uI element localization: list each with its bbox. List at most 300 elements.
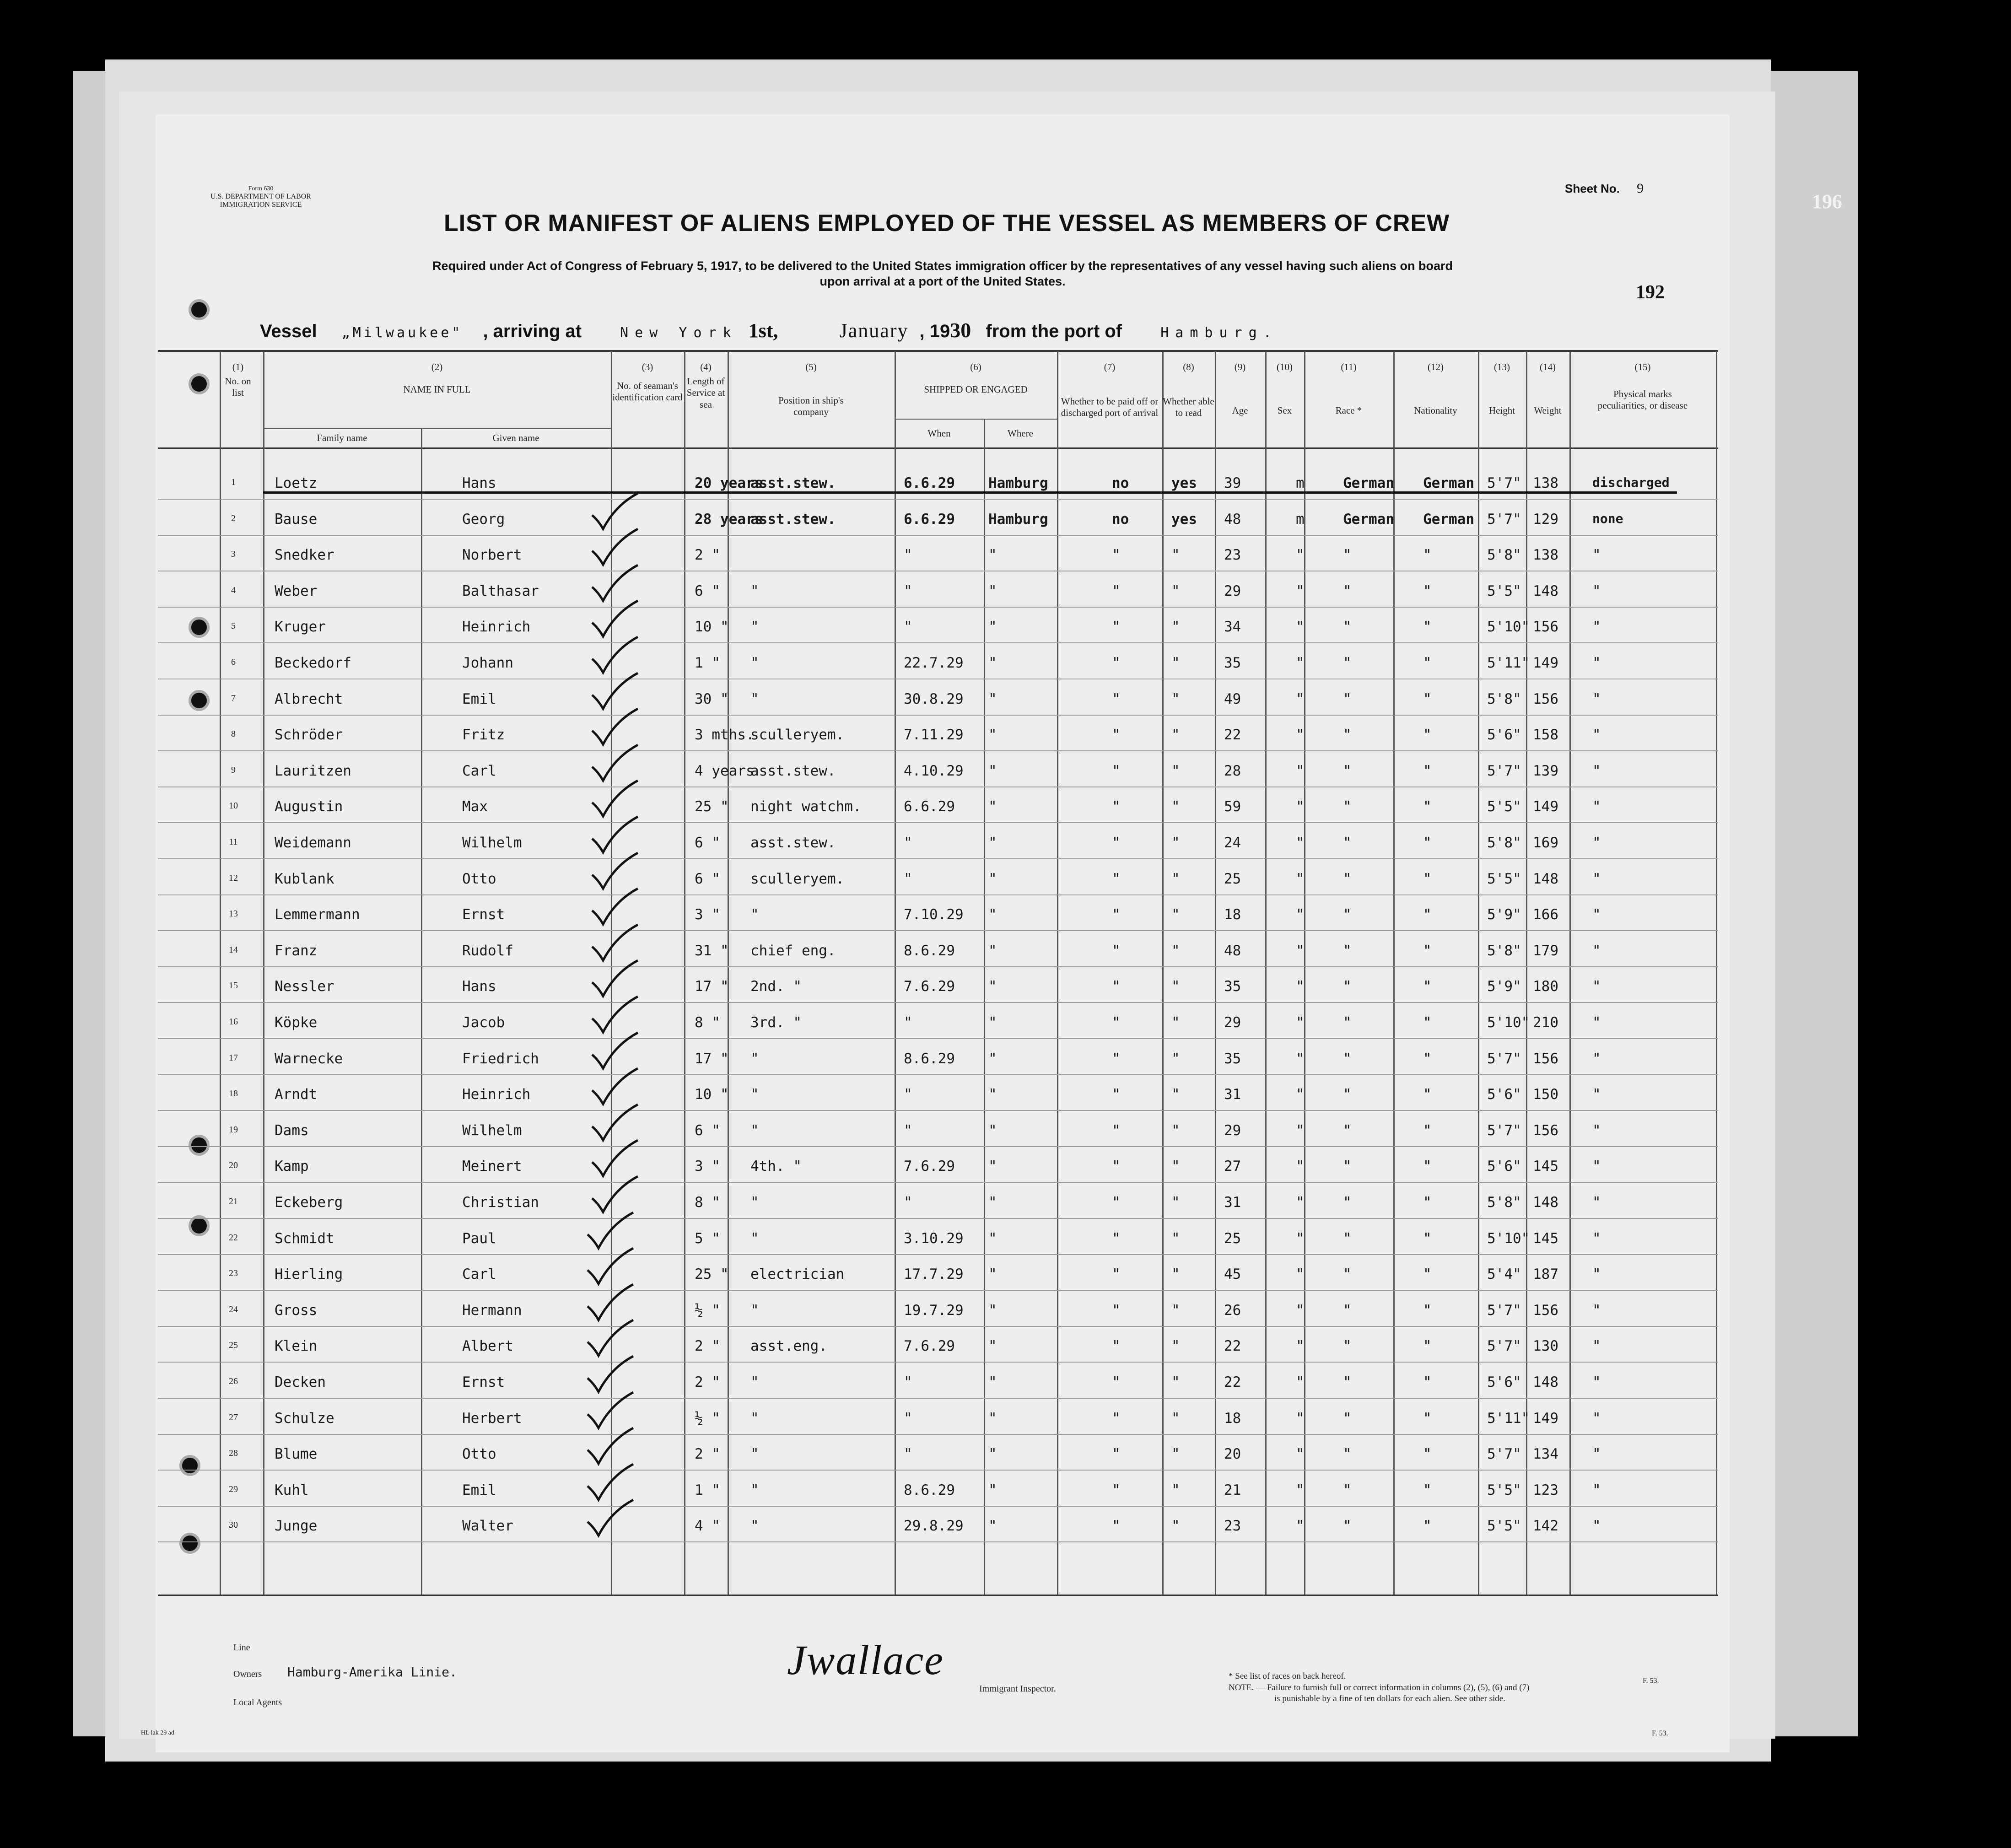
cell-race: ": [1343, 690, 1352, 707]
cell-where: ": [988, 1518, 997, 1535]
checkmark-icon: [590, 1175, 641, 1216]
row-number: 6: [231, 657, 236, 667]
cell-given: Otto: [462, 1446, 496, 1463]
cell-marks: ": [1592, 1086, 1601, 1103]
cell-race: ": [1343, 1122, 1352, 1139]
cell-family: Kruger: [275, 619, 326, 636]
cell-height: 5'8": [1487, 1194, 1521, 1211]
cell-position: 2nd. ": [750, 978, 802, 995]
cell-service: 8 ": [695, 1194, 720, 1211]
cell-when: 17.7.29: [904, 1266, 964, 1283]
row-number: 10: [229, 801, 238, 811]
cell-marks: ": [1592, 1518, 1601, 1535]
cell-family: Snedker: [275, 547, 334, 564]
cell-weight: 149: [1533, 1410, 1558, 1427]
cell-when: ": [904, 619, 912, 636]
cell-weight: 166: [1533, 906, 1558, 923]
cell-service: 3 mths.: [695, 727, 755, 744]
form-header: Form 630 U.S. DEPARTMENT OF LABOR IMMIGRATION SERVICE: [210, 185, 311, 209]
cell-sex: ": [1296, 1158, 1305, 1175]
arrival-port: New York: [620, 325, 738, 341]
cell-height: 5'8": [1487, 835, 1521, 851]
row-rule: [158, 1182, 1718, 1183]
cell-position: asst.stew.: [750, 762, 836, 779]
cell-weight: 210: [1533, 1014, 1558, 1031]
cell-nat: ": [1423, 942, 1432, 959]
cell-service: 2 ": [695, 1374, 720, 1390]
cell-race: German: [1343, 511, 1394, 528]
cell-nat: ": [1423, 1050, 1432, 1067]
cell-height: 5'9": [1487, 978, 1521, 995]
shipped-subrule: [895, 419, 1057, 420]
cell-family: Schulze: [275, 1410, 334, 1427]
cell-when: 8.6.29: [904, 1482, 955, 1498]
cell-where: ": [988, 1410, 997, 1427]
cell-position: ": [750, 1302, 759, 1319]
cell-when: ": [904, 1014, 912, 1031]
cell-where: ": [988, 1266, 997, 1283]
cell-family: Kuhl: [275, 1482, 309, 1498]
checkmark-icon: [590, 743, 641, 784]
cell-family: Nessler: [275, 978, 334, 995]
cell-when: 6.6.29: [904, 798, 955, 815]
row-rule: [158, 535, 1718, 536]
cell-service: 6 ": [695, 1122, 720, 1139]
col-3-header: (3) No. of seaman's identification card: [612, 361, 683, 403]
row-rule: [158, 1541, 1718, 1542]
cell-age: 31: [1224, 1086, 1241, 1103]
checkmark-icon: [586, 1282, 636, 1324]
cell-race: ": [1343, 906, 1352, 923]
column-rule: [984, 419, 985, 1595]
cell-where: ": [988, 1050, 997, 1067]
row-rule: [158, 1002, 1718, 1003]
cell-height: 5'5": [1487, 582, 1521, 599]
cell-when: 6.6.29: [904, 511, 955, 528]
cell-nat: ": [1423, 582, 1432, 599]
cell-weight: 134: [1533, 1446, 1558, 1463]
cell-family: Loetz: [275, 475, 318, 491]
cell-read: ": [1171, 547, 1180, 564]
cell-family: Kamp: [275, 1158, 309, 1175]
sheet-number: Sheet No. 9: [1565, 181, 1644, 196]
cell-race: ": [1343, 942, 1352, 959]
cell-position: ": [750, 1194, 759, 1211]
punch-hole: [189, 299, 210, 320]
cell-paid: ": [1112, 619, 1121, 636]
col-6a-header: When: [927, 428, 951, 439]
cell-paid: no: [1112, 475, 1129, 491]
cell-age: 23: [1224, 1518, 1241, 1535]
cell-sex: ": [1296, 619, 1305, 636]
cell-when: 7.6.29: [904, 1338, 955, 1355]
cell-race: ": [1343, 1482, 1352, 1498]
cell-height: 5'9": [1487, 906, 1521, 923]
cell-position: ": [750, 1374, 759, 1390]
cell-service: ½ ": [695, 1302, 720, 1319]
cell-sex: ": [1296, 835, 1305, 851]
cell-when: 7.6.29: [904, 1158, 955, 1175]
cell-marks: ": [1592, 690, 1601, 707]
cell-marks: ": [1592, 655, 1601, 671]
cell-race: ": [1343, 655, 1352, 671]
cell-where: ": [988, 655, 997, 671]
cell-family: Albrecht: [275, 690, 343, 707]
cell-position: asst.eng.: [750, 1338, 827, 1355]
cell-when: ": [904, 582, 912, 599]
cell-position: ": [750, 1410, 759, 1427]
cell-service: 1 ": [695, 1482, 720, 1498]
cell-marks: ": [1592, 835, 1601, 851]
cell-weight: 123: [1533, 1482, 1558, 1498]
row-rule: [158, 1326, 1718, 1327]
cell-when: ": [904, 547, 912, 564]
owners-label: Owners: [233, 1669, 262, 1679]
cell-read: ": [1171, 1158, 1180, 1175]
checkmark-icon: [590, 563, 641, 604]
cell-given: Herbert: [462, 1410, 522, 1427]
cell-weight: 145: [1533, 1158, 1558, 1175]
cell-sex: ": [1296, 1230, 1305, 1247]
cell-age: 31: [1224, 1194, 1241, 1211]
row-rule: [158, 1074, 1718, 1075]
row-number: 2: [231, 513, 236, 523]
column-rule: [684, 351, 685, 1595]
row-number: 17: [229, 1052, 238, 1063]
cell-where: ": [988, 690, 997, 707]
cell-paid: ": [1112, 1302, 1121, 1319]
checkmark-icon: [590, 1067, 641, 1108]
column-rule: [1716, 351, 1717, 1595]
cell-race: ": [1343, 1158, 1352, 1175]
checkmark-icon: [590, 851, 641, 892]
cell-given: Otto: [462, 870, 496, 887]
cell-race: ": [1343, 1086, 1352, 1103]
arrival-year: 30: [950, 318, 971, 342]
cell-position: ": [750, 1122, 759, 1139]
cell-sex: ": [1296, 1122, 1305, 1139]
checkmark-icon: [590, 1138, 641, 1180]
cell-sex: ": [1296, 762, 1305, 779]
cell-paid: no: [1112, 511, 1129, 528]
checkmark-icon: [590, 959, 641, 1000]
cell-service: 6 ": [695, 870, 720, 887]
cell-age: 23: [1224, 547, 1241, 564]
cell-when: ": [904, 1086, 912, 1103]
punch-hole: [179, 1455, 200, 1476]
cell-when: ": [904, 1446, 912, 1463]
cell-sex: ": [1296, 1338, 1305, 1355]
cell-height: 5'7": [1487, 762, 1521, 779]
cell-marks: ": [1592, 762, 1601, 779]
cell-where: ": [988, 582, 997, 599]
cell-paid: ": [1112, 1158, 1121, 1175]
checkmark-icon: [590, 995, 641, 1036]
col-6-header: (6) SHIPPED OR ENGAGED: [924, 361, 1028, 395]
cell-nat: ": [1423, 1410, 1432, 1427]
cell-nat: ": [1423, 1374, 1432, 1390]
checkmark-icon: [590, 779, 641, 820]
cell-given: Heinrich: [462, 1086, 531, 1103]
cell-given: Carl: [462, 762, 496, 779]
cell-service: 17 ": [695, 1050, 729, 1067]
row-number: 11: [229, 837, 238, 847]
cell-nat: ": [1423, 690, 1432, 707]
cell-marks: ": [1592, 1482, 1601, 1498]
checkmark-icon: [590, 635, 641, 676]
name-subrule: [263, 428, 611, 429]
cell-height: 5'8": [1487, 942, 1521, 959]
column-rule: [1569, 351, 1571, 1595]
cell-service: 25 ": [695, 798, 729, 815]
column-rule: [1215, 351, 1216, 1595]
cell-paid: ": [1112, 655, 1121, 671]
cell-paid: ": [1112, 762, 1121, 779]
cell-read: ": [1171, 727, 1180, 744]
cell-weight: 129: [1533, 511, 1558, 528]
cell-read: ": [1171, 1014, 1180, 1031]
row-rule: [158, 1398, 1718, 1399]
cell-nat: German: [1423, 475, 1474, 491]
cell-paid: ": [1112, 1194, 1121, 1211]
col-9-header: (9) Age: [1232, 361, 1248, 416]
cell-service: 25 ": [695, 1266, 729, 1283]
cell-position: ": [750, 582, 759, 599]
cell-marks: ": [1592, 582, 1601, 599]
cell-race: ": [1343, 870, 1352, 887]
cell-race: ": [1343, 1410, 1352, 1427]
page-title: LIST OR MANIFEST OF ALIENS EMPLOYED OF THE VESSEL AS MEMBERS OF CREW: [444, 210, 1450, 237]
cell-position: chief eng.: [750, 942, 836, 959]
cell-sex: ": [1296, 1266, 1305, 1283]
cell-read: ": [1171, 835, 1180, 851]
cell-given: Emil: [462, 690, 496, 707]
cell-height: 5'7": [1487, 511, 1521, 528]
cell-age: 18: [1224, 1410, 1241, 1427]
cell-age: 29: [1224, 582, 1241, 599]
cell-read: ": [1171, 1086, 1180, 1103]
cell-given: Balthasar: [462, 582, 539, 599]
cell-height: 5'10": [1487, 619, 1530, 636]
cell-position: asst.stew.: [750, 835, 836, 851]
cell-age: 48: [1224, 942, 1241, 959]
arriving-label: , arriving at: [483, 321, 582, 341]
cell-service: 2 ": [695, 1338, 720, 1355]
cell-nat: ": [1423, 906, 1432, 923]
cell-nat: ": [1423, 655, 1432, 671]
cell-service: 1 ": [695, 655, 720, 671]
cell-position: 4th. ": [750, 1158, 802, 1175]
cell-read: ": [1171, 942, 1180, 959]
page-subtitle: Required under Act of Congress of February 5, 1917, to be delivered to the United States immigration officer by the representatives of any vessel having such aliens on board upon arrival at a port of the United States.: [432, 259, 1453, 288]
cell-sex: m: [1296, 475, 1305, 491]
cell-given: Rudolf: [462, 942, 513, 959]
cell-paid: ": [1112, 727, 1121, 744]
cell-given: Johann: [462, 655, 513, 671]
cell-marks: ": [1592, 1374, 1601, 1390]
cell-paid: ": [1112, 1266, 1121, 1283]
row-number: 13: [229, 909, 238, 919]
cell-service: 2 ": [695, 1446, 720, 1463]
column-rule: [1265, 351, 1267, 1595]
cell-given: Meinert: [462, 1158, 522, 1175]
cell-marks: ": [1592, 942, 1601, 959]
cell-weight: 187: [1533, 1266, 1558, 1283]
cell-family: Warnecke: [275, 1050, 343, 1067]
cell-nat: ": [1423, 1302, 1432, 1319]
cell-when: 7.11.29: [904, 727, 964, 744]
checkmark-icon: [590, 671, 641, 712]
cell-position: ": [750, 655, 759, 671]
column-rule: [728, 351, 729, 1595]
cell-read: ": [1171, 906, 1180, 923]
cell-height: 5'8": [1487, 547, 1521, 564]
cell-service: 10 ": [695, 619, 729, 636]
cell-sex: ": [1296, 1194, 1305, 1211]
cell-family: Decken: [275, 1374, 326, 1390]
cell-where: ": [988, 835, 997, 851]
cell-when: ": [904, 1122, 912, 1139]
cell-given: Walter: [462, 1518, 513, 1535]
cell-given: Wilhelm: [462, 1122, 522, 1139]
cell-family: Junge: [275, 1518, 318, 1535]
col-15-header: (15) Physical marks peculiarities, or disease: [1597, 361, 1688, 411]
footer-notes: * See list of races on back hereof. NOTE. — Failure to furnish full or correct information in columns (2), (5), (6) and (7) is punishable by a fine of ten dollars for each alien. See other side.: [1229, 1671, 1530, 1704]
cell-service: 30 ": [695, 690, 729, 707]
row-rule: [158, 1470, 1718, 1471]
cell-paid: ": [1112, 690, 1121, 707]
cell-sex: ": [1296, 727, 1305, 744]
col-13-header: (13) Height: [1488, 361, 1515, 416]
cell-race: ": [1343, 1518, 1352, 1535]
cell-when: 22.7.29: [904, 655, 964, 671]
row-rule: [158, 930, 1718, 931]
cell-paid: ": [1112, 942, 1121, 959]
cell-sex: ": [1296, 547, 1305, 564]
cell-height: 5'7": [1487, 1338, 1521, 1355]
form-code-2: F. 53.: [1652, 1729, 1668, 1737]
row-rule: [158, 1218, 1718, 1219]
cell-service: 6 ": [695, 835, 720, 851]
row-number: 5: [231, 621, 236, 631]
cell-where: ": [988, 1158, 997, 1175]
cell-race: ": [1343, 727, 1352, 744]
cell-where: ": [988, 1014, 997, 1031]
cell-given: Hermann: [462, 1302, 522, 1319]
cell-nat: ": [1423, 1446, 1432, 1463]
row-rule: [158, 894, 1718, 895]
cell-family: Blume: [275, 1446, 318, 1463]
cell-age: 25: [1224, 1230, 1241, 1247]
cell-where: ": [988, 1230, 997, 1247]
row-rule: [158, 715, 1718, 716]
cell-weight: 148: [1533, 582, 1558, 599]
cell-sex: ": [1296, 1446, 1305, 1463]
checkmark-icon: [590, 923, 641, 964]
cell-race: ": [1343, 1338, 1352, 1355]
cell-age: 39: [1224, 475, 1241, 491]
cell-where: ": [988, 619, 997, 636]
row-rule: [158, 607, 1718, 608]
cell-given: Georg: [462, 511, 505, 528]
cell-read: ": [1171, 762, 1180, 779]
row-rule: [158, 858, 1718, 859]
cell-where: ": [988, 1086, 997, 1103]
cell-read: ": [1171, 1518, 1180, 1535]
cell-sex: m: [1296, 511, 1305, 528]
row-number: 27: [229, 1412, 238, 1422]
row-rule: [158, 1110, 1718, 1111]
cell-age: 25: [1224, 870, 1241, 887]
cell-nat: ": [1423, 1518, 1432, 1535]
inspector-signature: Jwallace: [787, 1637, 944, 1683]
cell-read: yes: [1171, 475, 1197, 491]
cell-age: 20: [1224, 1446, 1241, 1463]
checkmark-icon: [586, 1354, 636, 1395]
cell-family: Gross: [275, 1302, 318, 1319]
cell-race: German: [1343, 475, 1394, 491]
cell-age: 48: [1224, 511, 1241, 528]
cell-read: ": [1171, 1410, 1180, 1427]
cell-family: Dams: [275, 1122, 309, 1139]
cell-height: 5'5": [1487, 1518, 1521, 1535]
cell-weight: 149: [1533, 655, 1558, 671]
cell-sex: ": [1296, 942, 1305, 959]
row-number: 29: [229, 1484, 238, 1494]
cell-race: ": [1343, 547, 1352, 564]
column-rule: [1478, 351, 1479, 1595]
cell-weight: 149: [1533, 798, 1558, 815]
cell-marks: ": [1592, 1302, 1601, 1319]
cell-position: ": [750, 1230, 759, 1247]
checkmark-icon: [586, 1498, 636, 1539]
cell-race: ": [1343, 1266, 1352, 1283]
cell-age: 35: [1224, 1050, 1241, 1067]
col-7-header: (7) Whether to be paid off or discharged port of arrival: [1061, 361, 1159, 419]
cell-given: Jacob: [462, 1014, 505, 1031]
row-number: 4: [231, 585, 236, 595]
cell-height: 5'10": [1487, 1230, 1530, 1247]
cell-marks: ": [1592, 1410, 1601, 1427]
column-rule: [1526, 351, 1527, 1595]
cell-nat: German: [1423, 511, 1474, 528]
departure-port: Hamburg.: [1160, 325, 1278, 341]
cell-age: 22: [1224, 1338, 1241, 1355]
stamp-page-number: 196: [1812, 190, 1842, 213]
cell-service: 6 ": [695, 582, 720, 599]
cell-weight: 156: [1533, 690, 1558, 707]
col-2b-header: Given name: [492, 432, 539, 443]
cell-height: 5'7": [1487, 1302, 1521, 1319]
manifest-sheet: [156, 114, 1730, 1752]
col-6b-header: Where: [1008, 428, 1033, 439]
form-code-1: F. 53.: [1643, 1677, 1659, 1685]
cell-read: ": [1171, 1482, 1180, 1498]
row-number: 26: [229, 1376, 238, 1386]
row-rule: [158, 822, 1718, 823]
cell-when: 29.8.29: [904, 1518, 964, 1535]
cell-where: ": [988, 762, 997, 779]
cell-position: ": [750, 1050, 759, 1067]
cell-position: sculleryem.: [750, 727, 845, 744]
cell-where: ": [988, 1374, 997, 1390]
cell-service: 3 ": [695, 906, 720, 923]
cell-when: ": [904, 870, 912, 887]
cell-marks: ": [1592, 727, 1601, 744]
cell-when: 3.10.29: [904, 1230, 964, 1247]
cell-weight: 169: [1533, 835, 1558, 851]
cell-position: ": [750, 1482, 759, 1498]
